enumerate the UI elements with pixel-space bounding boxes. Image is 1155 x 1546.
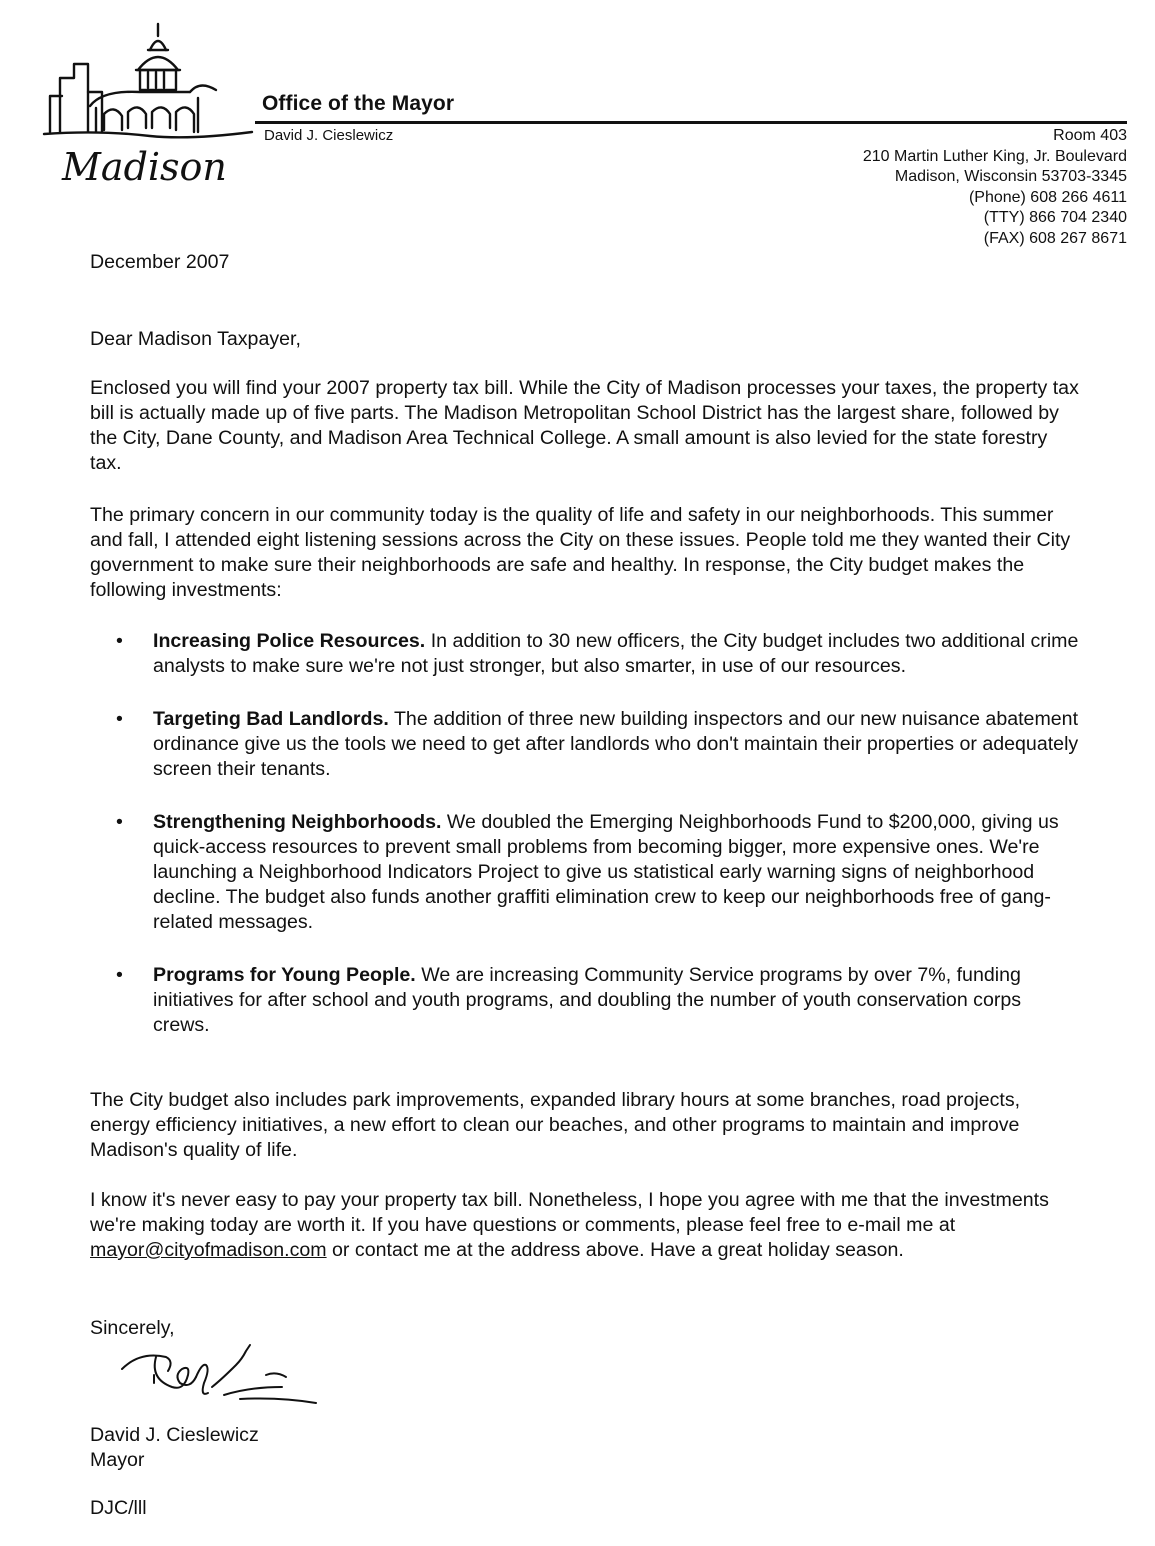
mayor-name: David J. Cieslewicz [264, 127, 394, 144]
madison-logo [40, 20, 260, 195]
office-title: Office of the Mayor [262, 92, 455, 115]
letter-date: December 2007 [90, 251, 230, 273]
signer-name: David J. Cieslewicz [90, 1424, 259, 1446]
paragraph-1: Enclosed you will find your 2007 property tax bill. While the City of Madison processes your taxes, the property tax bill is actually made up of five parts. The Madison Metropolitan School District has the largest share, followed by the City, Dane County, and Madison Area Technical College. A small amount is also levied for the state forestry tax. [90, 377, 1079, 474]
logo-wordmark: Madison [62, 145, 227, 189]
bullet-text: The addition of three new building inspectors and our new nuisance abatement ordinance give us the tools we need to get after landlords who don't maintain their properties or adequately screen their tenants. [153, 708, 1079, 780]
bullet-heading: Strengthening Neighborhoods. [153, 811, 442, 833]
bullet-glyph: • [116, 964, 123, 986]
investment-list [90, 629, 1080, 1038]
address-phone: (Phone) 608 266 4611 [968, 188, 1127, 206]
list-item [90, 707, 1080, 782]
address-room: Room 403 [1053, 127, 1127, 144]
bullet-heading: Programs for Young People. [153, 964, 416, 986]
address-fax: (FAX) 608 267 8671 [983, 229, 1127, 247]
paragraph-4-start: I know it's never easy to pay your property tax bill. Nonetheless, I hope you agree with me that the investments we're making today are worth it. If you have questions or comments, please feel free to e-mail me at [90, 1189, 1049, 1236]
paragraph-2: The primary concern in our community today is the quality of life and safety in our neighborhoods. This summer and fall, I attended eight listening sessions across the City on these issues. People told me they wanted their City government to make sure their neighborhoods are safe and healthy. In response, the City budget makes the following investments: [90, 504, 1071, 601]
paragraph-3: The City budget also includes park improvements, expanded library hours at some branches, road projects, energy efficiency initiatives, a new effort to clean our beaches, and other programs to maintain and improve Madison's quality of life. [90, 1089, 1021, 1161]
reference-initials: DJC/lll [90, 1497, 147, 1519]
address-city: Madison, Wisconsin 53703-3345 [894, 168, 1127, 186]
address-tty: (TTY) 866 704 2340 [983, 209, 1127, 227]
list-item [90, 810, 1080, 935]
list-item [90, 963, 1080, 1038]
paragraph-4-end: or contact me at the address above. Have a great holiday season. [326, 1239, 904, 1261]
closing: Sincerely, [90, 1317, 175, 1339]
list-item [90, 629, 1080, 679]
email-link[interactable]: mayor@cityofmadison.com [90, 1239, 327, 1261]
bullet-text: In addition to 30 new officers, the City budget includes two additional crime analysts to make sure we're not just stronger, but also smarter, in use of our resources. [153, 630, 1079, 677]
signature [110, 1335, 330, 1420]
signer-title: Mayor [90, 1449, 145, 1471]
bullet-glyph: • [116, 811, 123, 833]
header-rule [255, 121, 1127, 124]
bullet-heading: Increasing Police Resources. [153, 630, 426, 652]
bullet-text: We are increasing Community Service programs by over 7%, funding initiatives for after school and youth programs, and doubling the number of youth conservation corps crews. [153, 964, 1022, 1036]
bullet-glyph: • [116, 708, 123, 730]
paragraph-4 [90, 1188, 1080, 1263]
bullet-glyph: • [116, 630, 123, 652]
bullet-heading: Targeting Bad Landlords. [153, 708, 389, 730]
salutation: Dear Madison Taxpayer, [90, 328, 301, 350]
address-street: 210 Martin Luther King, Jr. Boulevard [862, 147, 1127, 165]
bullet-text: We doubled the Emerging Neighborhoods Fund to $200,000, giving us quick-access resources to prevent small problems from becoming bigger, more expensive ones. We're launching a Neighborhood Indicators Project to give us statistical early warning signs of neighborhood decline. The budget also funds another graffiti elimination crew to keep our neighborhoods free of gang-related messages. [153, 811, 1059, 933]
office-address [863, 126, 1127, 250]
